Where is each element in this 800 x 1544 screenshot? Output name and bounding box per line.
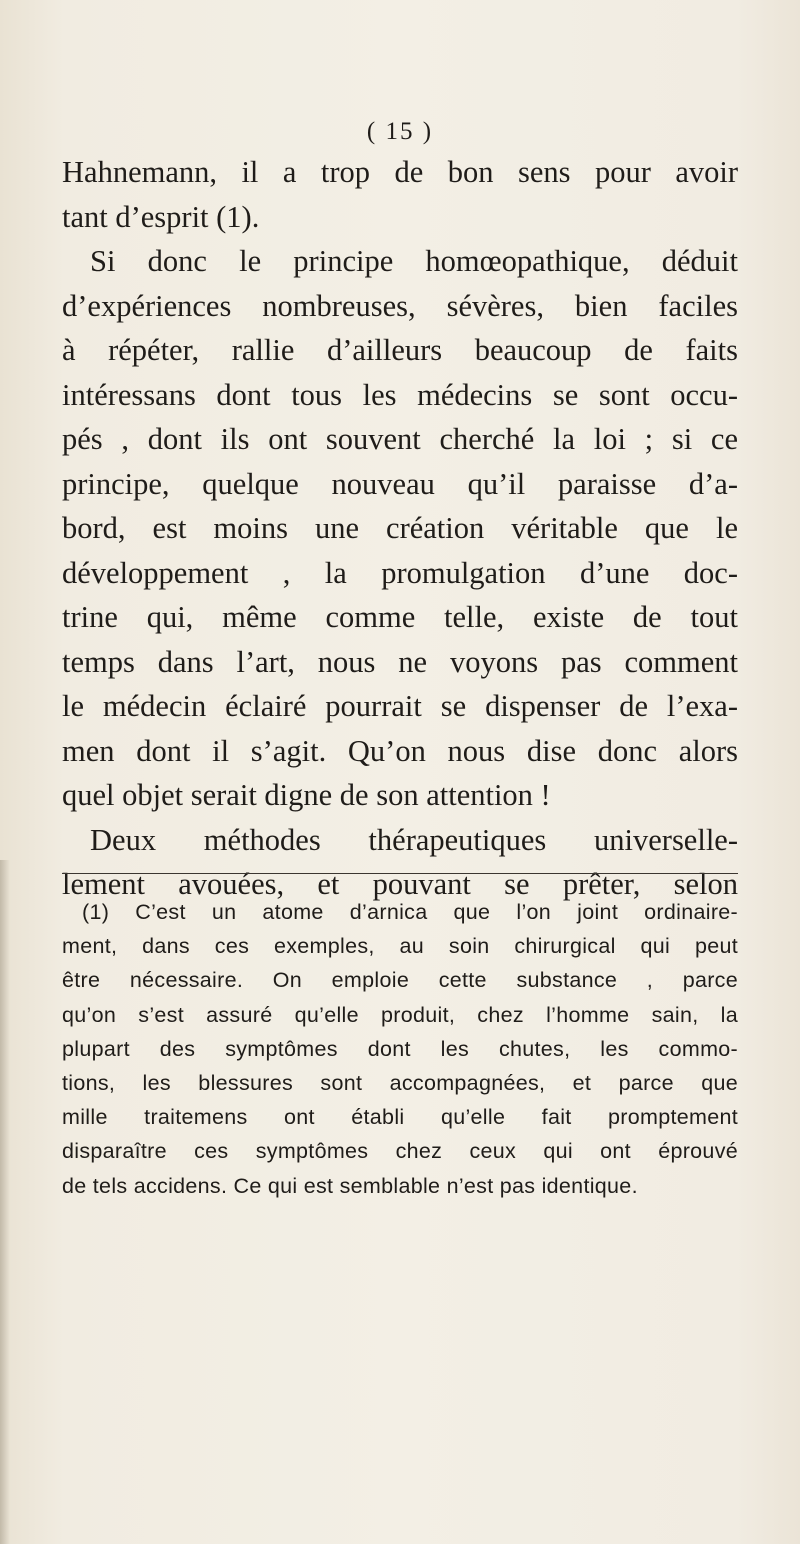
text-line: à répéter, rallie d’ailleurs beaucoup de faits xyxy=(62,333,738,367)
footnote-line: de tels accidens. Ce qui est semblable n’est pas identique. xyxy=(62,1173,638,1198)
text-line: intéressans dont tous les médecins se sont occu- xyxy=(62,377,738,412)
footnote-line: tions, les blessures sont accompagnées, et parce que xyxy=(62,1071,738,1096)
text-line: men dont il s’agit. Qu’on nous dise donc alors xyxy=(62,733,738,768)
text-line: Hahnemann, il a trop de bon sens pour avoir xyxy=(62,155,738,189)
text-line: pés , dont ils ont souvent cherché la loi ; si ce xyxy=(62,422,738,456)
main-text xyxy=(62,150,738,907)
footnote xyxy=(62,895,738,1203)
page-number: ( 15 ) xyxy=(366,118,434,145)
text-line: temps dans l’art, nous ne voyons pas comment xyxy=(62,644,738,679)
footnote-line: mille traitemens ont établi qu’elle fait promptement xyxy=(62,1105,738,1130)
text-line: Si donc le principe homœopathique, déduit xyxy=(90,244,738,278)
footnote-line: plupart des symptômes dont les chutes, les commo- xyxy=(62,1036,738,1061)
footnote-line: qu’on s’est assuré qu’elle produit, chez l’homme sain, la xyxy=(62,1002,738,1027)
footnote-line: (1) C’est un atome d’arnica que l’on joint ordinaire- xyxy=(82,900,738,924)
footnote-line: ment, dans ces exemples, au soin chirurgical qui peut xyxy=(62,934,738,959)
text-line: développement , la promulgation d’une doc- xyxy=(62,555,738,590)
text-line: lement avouées, et pouvant se prêter, selon xyxy=(62,867,738,901)
footnote-line: disparaître ces symptômes chez ceux qui ont éprouvé xyxy=(62,1139,738,1164)
text-line: Deux méthodes thérapeutiques universelle- xyxy=(90,822,738,857)
text-line: le médecin éclairé pourrait se dispenser de l’exa- xyxy=(62,689,738,723)
text-line: tant d’esprit (1). xyxy=(62,199,260,234)
text-line: quel objet serait digne de son attention ! xyxy=(62,778,551,812)
footnote-divider xyxy=(62,873,738,874)
text-line: bord, est moins une création véritable que le xyxy=(62,511,738,545)
text-line: trine qui, même comme telle, existe de tout xyxy=(62,600,738,634)
footnote-line: être nécessaire. On emploie cette substance , parce xyxy=(62,968,738,993)
text-line: principe, quelque nouveau qu’il paraisse d’a- xyxy=(62,466,738,501)
page-edge-shadow xyxy=(0,860,10,1544)
text-line: d’expériences nombreuses, sévères, bien faciles xyxy=(62,288,738,323)
